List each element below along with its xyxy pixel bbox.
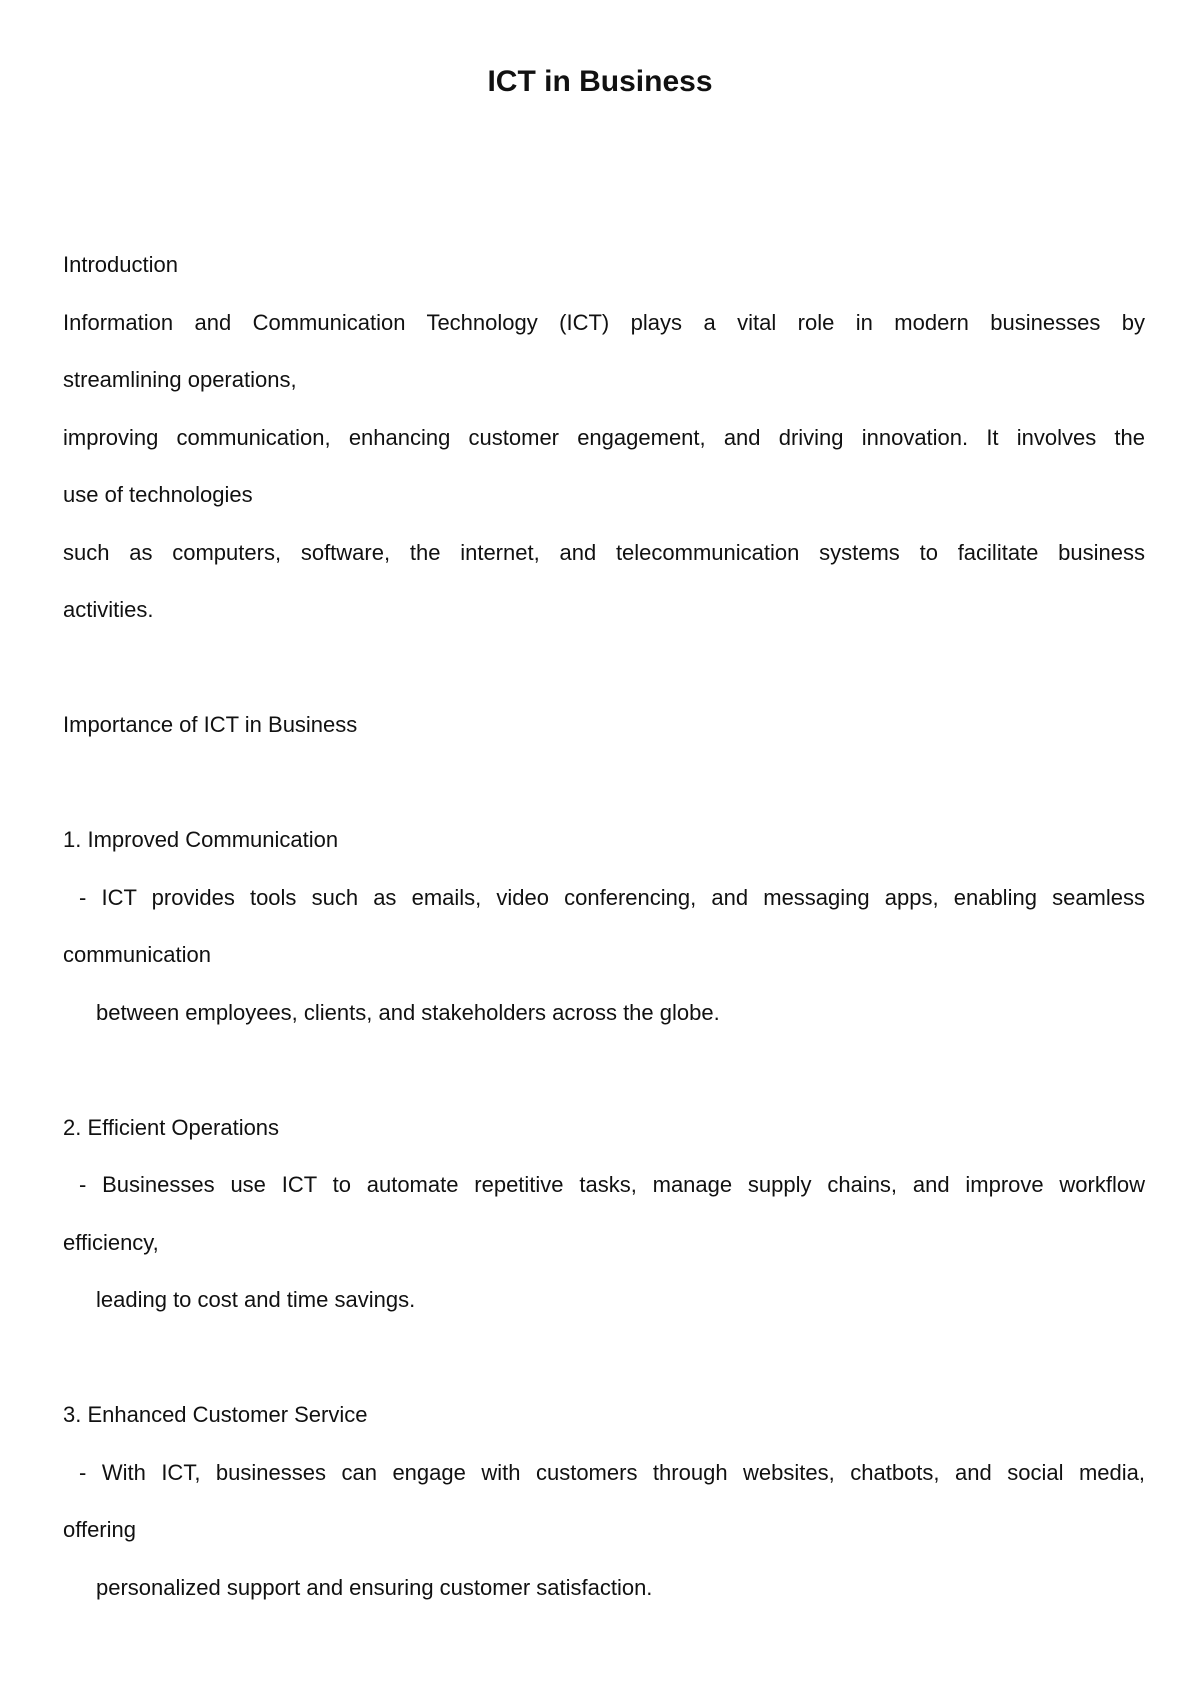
section-line: - Businesses use ICT to automate repetitive tasks, manage supply chains, and improve workflow — [79, 1172, 1145, 1197]
spacer — [63, 1041, 1145, 1099]
section-heading: 3. Enhanced Customer Service — [63, 1402, 368, 1427]
section-line: between employees, clients, and stakeholders across the globe. — [96, 999, 720, 1025]
intro-line: such as computers, software, the internet, and telecommunication systems to facilitate business — [63, 539, 1145, 565]
section-line: leading to cost and time savings. — [96, 1287, 416, 1312]
section-line: efficiency, — [63, 1229, 159, 1255]
intro-heading: Introduction — [63, 252, 178, 277]
spacer — [63, 754, 1145, 812]
intro-line: streamlining operations, — [63, 367, 297, 392]
section-line: - With ICT, businesses can engage with customers through websites, chatbots, and social media, — [79, 1459, 1145, 1485]
section-line: personalized support and ensuring customer satisfaction. — [96, 1574, 653, 1600]
section-line: communication — [63, 942, 211, 967]
importance-heading: Importance of ICT in Business — [63, 712, 358, 737]
spacer — [63, 1329, 1145, 1387]
intro-line: improving communication, enhancing customer engagement, and driving innovation. It involves the — [63, 424, 1145, 450]
intro-line: activities. — [63, 597, 154, 622]
intro-line: Information and Communication Technology (ICT) plays a vital role in modern businesses by — [63, 309, 1145, 335]
section-heading: 1. Improved Communication — [63, 827, 339, 852]
spacer — [63, 639, 1145, 697]
intro-line: use of technologies — [63, 482, 253, 507]
section-line: offering — [63, 1517, 136, 1542]
document-body — [63, 236, 1145, 1616]
document-title: ICT in Business — [487, 65, 713, 98]
section-line: - ICT provides tools such as emails, video conferencing, and messaging apps, enabling seamless — [79, 884, 1145, 910]
section-heading: 2. Efficient Operations — [63, 1114, 280, 1140]
